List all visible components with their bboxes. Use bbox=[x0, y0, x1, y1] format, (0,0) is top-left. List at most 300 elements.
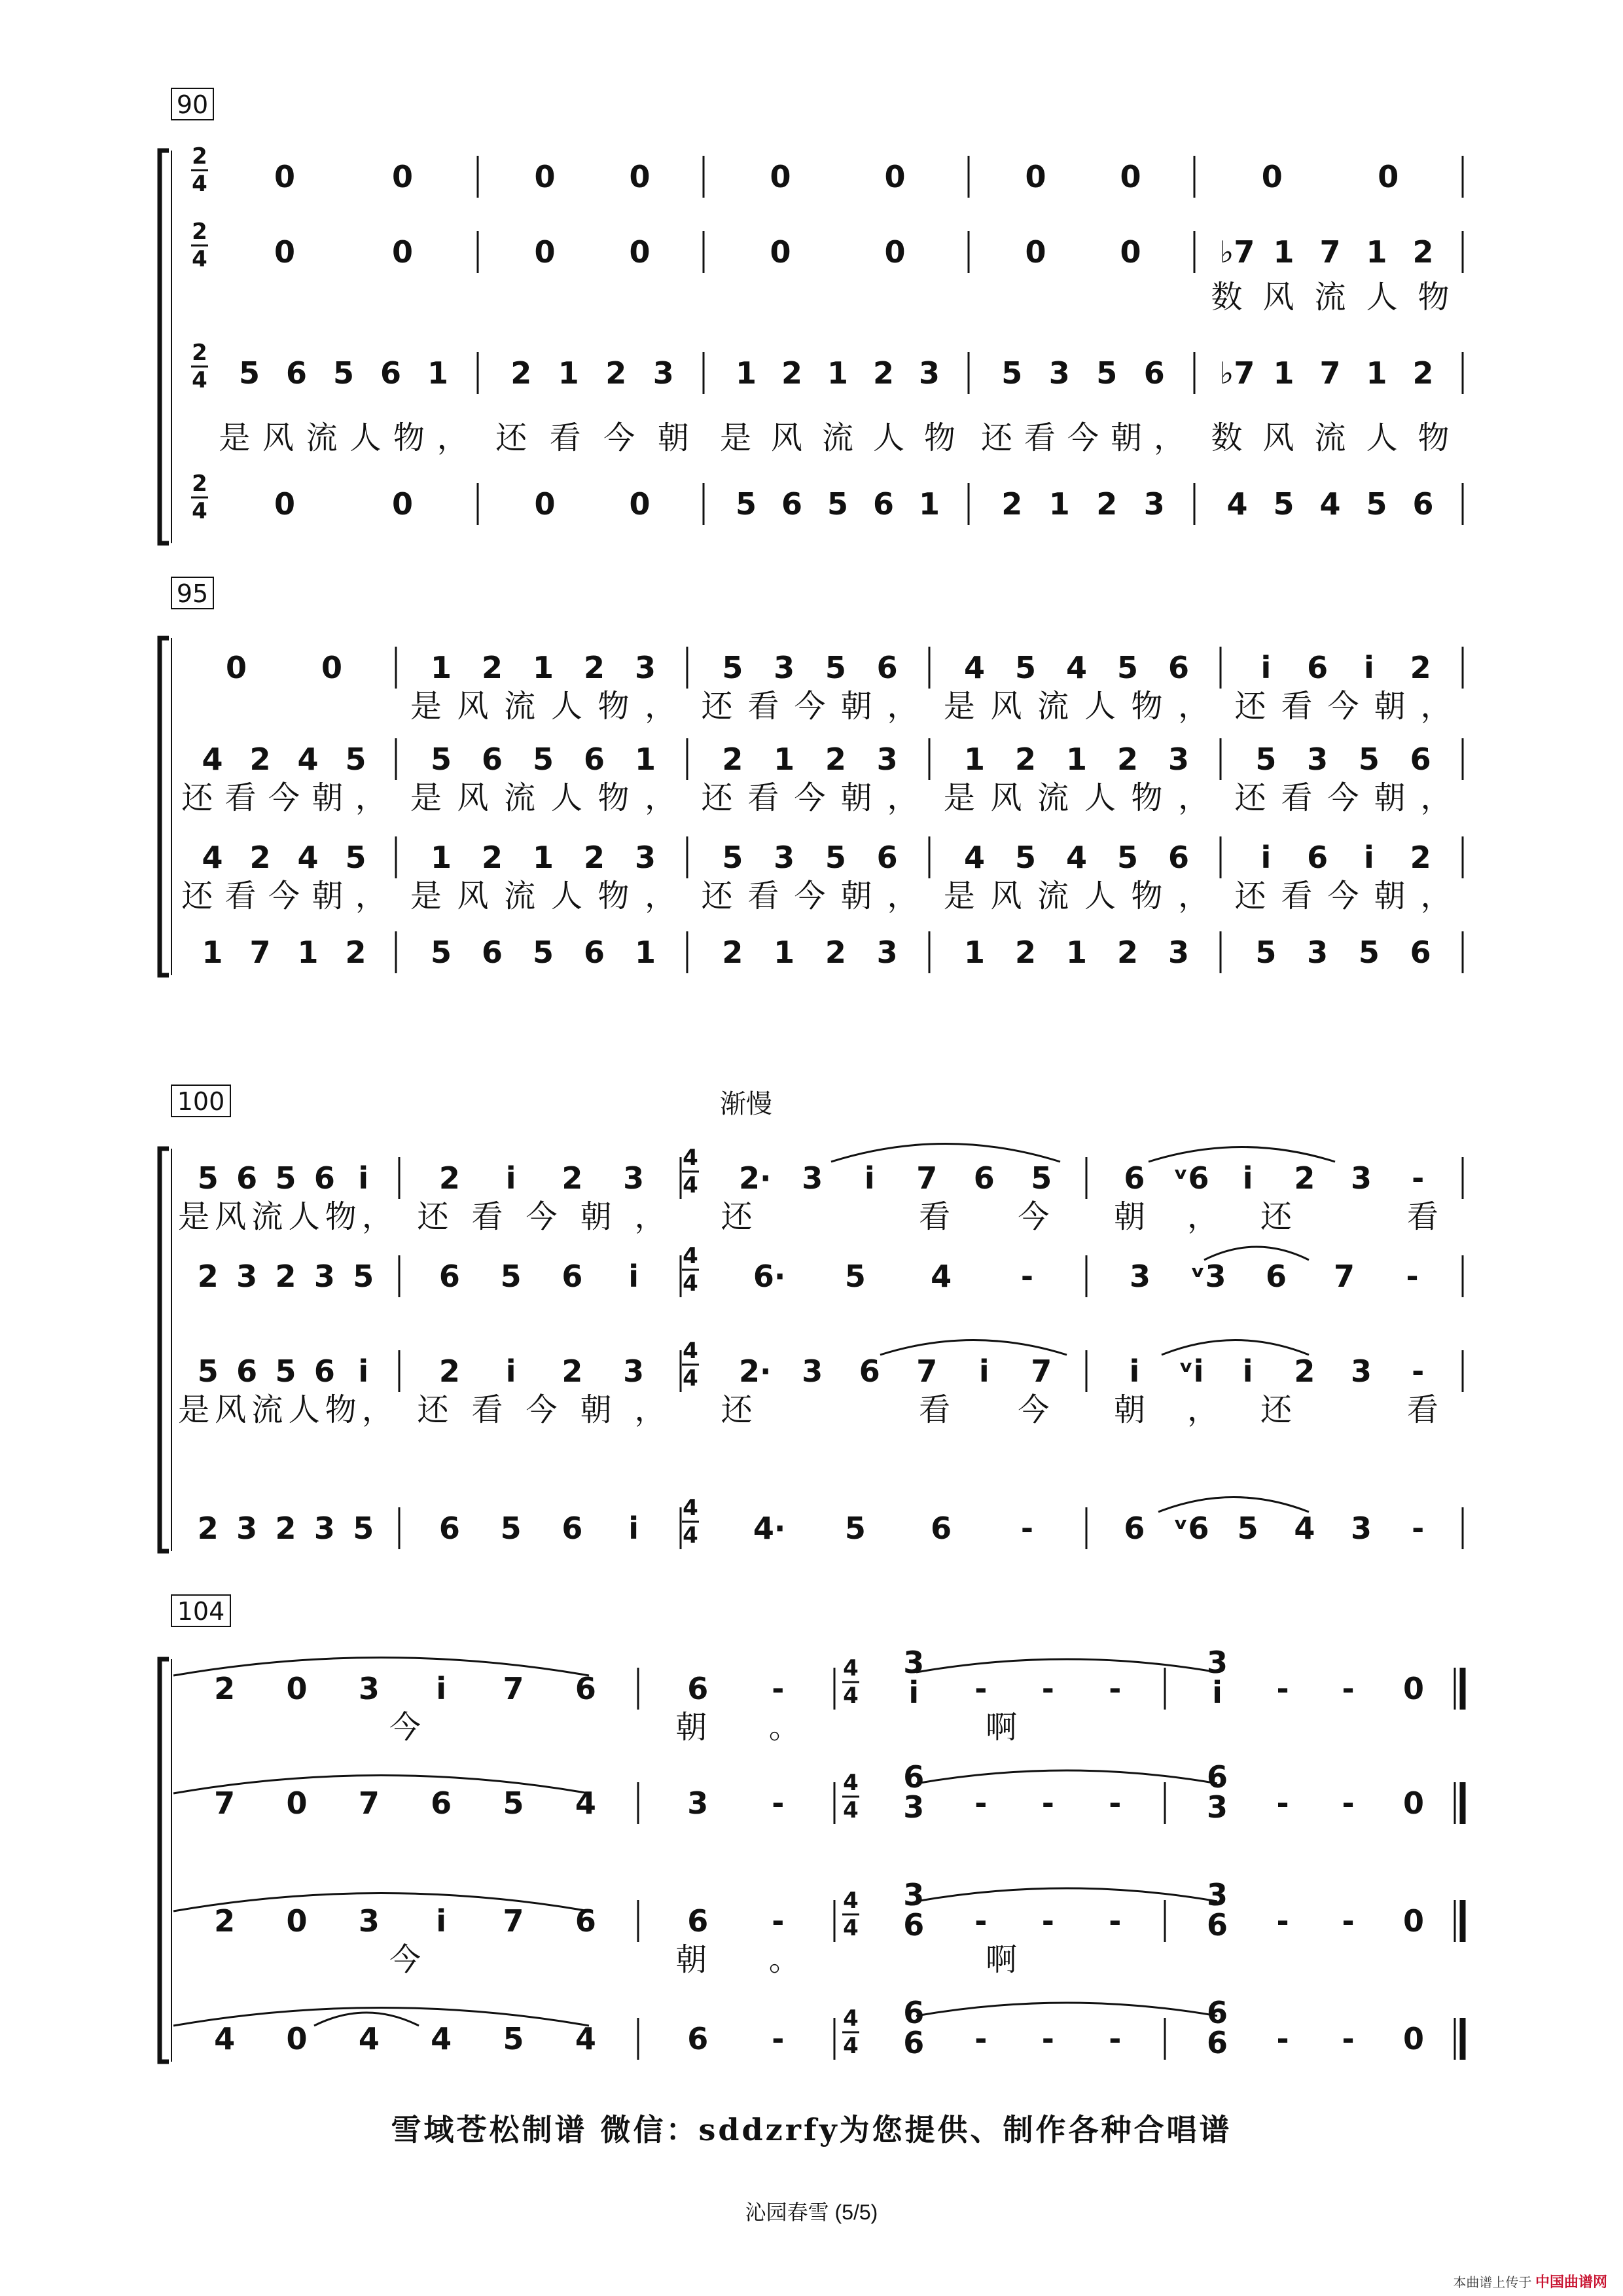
system-90 bbox=[160, 88, 1463, 543]
note: 2· bbox=[739, 1354, 772, 1389]
lyric-line bbox=[410, 780, 676, 816]
lyric-char: ， bbox=[1178, 780, 1210, 816]
lyric-char: 啊 bbox=[985, 1941, 1018, 1978]
note: 5 bbox=[1096, 355, 1118, 391]
slur bbox=[916, 1659, 1217, 1672]
lyric-char: 还 bbox=[181, 878, 213, 914]
note: i bbox=[505, 1354, 516, 1389]
slur bbox=[1149, 1147, 1335, 1162]
note: 6 bbox=[583, 742, 605, 777]
note: 5 bbox=[1014, 840, 1037, 875]
note: 5 bbox=[345, 840, 366, 875]
note: 3 bbox=[358, 1671, 380, 1706]
note: 5 bbox=[532, 742, 554, 777]
lyric-char: 流 bbox=[1037, 878, 1069, 914]
lyric-char: 。 bbox=[768, 1709, 800, 1746]
lyric-char: 今 bbox=[1327, 878, 1359, 914]
lyric-char: 还 bbox=[1234, 780, 1266, 816]
lyric-char: 朝 bbox=[675, 1709, 707, 1746]
note: 3 bbox=[1048, 355, 1070, 391]
note: 4 bbox=[1065, 650, 1088, 685]
note: 4 bbox=[1226, 486, 1248, 522]
note: ᵛ6 bbox=[1173, 1511, 1209, 1546]
lyric-char: 风 bbox=[215, 1198, 247, 1235]
note: 3 bbox=[634, 650, 656, 685]
lyric-char: 风 bbox=[457, 780, 489, 816]
voice-part-3 bbox=[191, 340, 1463, 456]
note: 4 bbox=[931, 1259, 952, 1294]
note: 1 bbox=[918, 486, 940, 522]
lyric-char: 今 bbox=[389, 1941, 421, 1978]
slur bbox=[880, 1340, 1067, 1355]
note: 2 bbox=[1294, 1160, 1315, 1196]
lyric-char: 今 bbox=[268, 780, 300, 816]
sustain-dash: - bbox=[1041, 2021, 1054, 2056]
slur bbox=[1162, 1340, 1309, 1355]
note: 2 bbox=[1001, 486, 1023, 522]
lyric-char: 流 bbox=[251, 1198, 283, 1235]
lyric-line bbox=[178, 1198, 393, 1235]
lyric-line bbox=[944, 688, 1209, 725]
note: i bbox=[505, 1160, 516, 1196]
note: 3 bbox=[774, 840, 795, 875]
note: 0 bbox=[534, 234, 556, 270]
lyric-char: ， bbox=[361, 1391, 393, 1428]
lyric-char: 人 bbox=[550, 688, 582, 725]
note: 2 bbox=[562, 1160, 583, 1196]
note: 5 bbox=[1366, 486, 1387, 522]
note-upper: 6 bbox=[903, 1995, 925, 2030]
lyric-line bbox=[1114, 1391, 1438, 1428]
note: 0 bbox=[1025, 234, 1046, 270]
slur bbox=[173, 1658, 589, 1676]
lyric-char: 物 bbox=[393, 420, 425, 456]
sustain-dash: - bbox=[1020, 1511, 1033, 1546]
note: 2 bbox=[562, 1354, 583, 1389]
lyric-char: 看 bbox=[471, 1391, 503, 1428]
note: 2 bbox=[438, 1160, 460, 1196]
note: 6 bbox=[236, 1160, 258, 1196]
note-lower: 6 bbox=[903, 1907, 925, 1943]
lyric-char: 是 bbox=[943, 688, 975, 725]
time-signature-top: 2 bbox=[192, 219, 207, 245]
note: 1 bbox=[1065, 935, 1088, 970]
sustain-dash: - bbox=[1276, 1671, 1289, 1706]
note: i bbox=[628, 1511, 639, 1546]
lyric-char: 是 bbox=[943, 780, 975, 816]
lyric-char: 物 bbox=[597, 780, 630, 816]
lyric-char: 看 bbox=[1281, 780, 1313, 816]
lyric-char: ， bbox=[887, 688, 919, 725]
note: 3 bbox=[876, 935, 898, 970]
time-signature-top: 4 bbox=[683, 1495, 698, 1521]
lyric-char: 人 bbox=[550, 878, 582, 914]
note: 6 bbox=[687, 2021, 709, 2056]
note: 1 bbox=[430, 650, 452, 685]
note: 1 bbox=[735, 355, 757, 391]
tempo-marking: 渐慢 bbox=[720, 1089, 772, 1119]
note: 6 bbox=[1168, 650, 1190, 685]
lyric-line bbox=[675, 1941, 800, 1978]
note: 7 bbox=[916, 1354, 938, 1389]
lyric-char: 看 bbox=[549, 420, 581, 456]
note: 3 bbox=[236, 1259, 258, 1294]
note-upper: 3 bbox=[903, 1877, 925, 1912]
lyric-char: 物 bbox=[597, 878, 630, 914]
lyric-char: 今 bbox=[1018, 1198, 1050, 1235]
note: 6 bbox=[313, 1160, 335, 1196]
time-signature-top: 4 bbox=[843, 1888, 859, 1914]
note: 0 bbox=[274, 234, 296, 270]
note-upper: 6 bbox=[903, 1759, 925, 1795]
lyric-char: 风 bbox=[990, 878, 1022, 914]
lyric-char: 。 bbox=[768, 1941, 800, 1978]
time-signature-bottom: 4 bbox=[683, 1522, 698, 1549]
note: ᵛ3 bbox=[1190, 1259, 1226, 1294]
note: 2 bbox=[1014, 935, 1037, 970]
note: 6 bbox=[481, 935, 503, 970]
lyric-char: 还 bbox=[417, 1391, 449, 1428]
note-lower: 6 bbox=[1206, 2025, 1228, 2060]
note: 2 bbox=[1410, 840, 1431, 875]
note: i bbox=[436, 1903, 447, 1939]
arranger-credit: 雪域苍松制谱 微信：sddzrfy为您提供、制作各种合唱谱 bbox=[391, 2112, 1232, 2147]
voice-part-3 bbox=[214, 1877, 1463, 1978]
note: 6 bbox=[1410, 935, 1431, 970]
lyric-char: 物 bbox=[1131, 688, 1163, 725]
lyric-char: 朝 bbox=[580, 1391, 612, 1428]
rehearsal-mark bbox=[171, 1595, 230, 1626]
lyric-char: 今 bbox=[794, 878, 826, 914]
lyric-char: 人 bbox=[288, 1391, 320, 1428]
note: 6 bbox=[1410, 742, 1431, 777]
note: 5 bbox=[197, 1160, 219, 1196]
time-signature-top: 4 bbox=[683, 1338, 698, 1364]
lyric-char: ， bbox=[1420, 688, 1452, 725]
lyric-line bbox=[410, 688, 676, 725]
note: 0 bbox=[1402, 1903, 1425, 1939]
lyric-char: 是 bbox=[719, 420, 752, 456]
note: 5 bbox=[1255, 742, 1277, 777]
note: 3 bbox=[774, 650, 795, 685]
note: 5 bbox=[500, 1511, 522, 1546]
note: 0 bbox=[391, 234, 414, 270]
note: 6 bbox=[1124, 1511, 1145, 1546]
note: 0 bbox=[534, 159, 556, 194]
note: i bbox=[1363, 650, 1374, 685]
lyric-char: 看 bbox=[919, 1198, 951, 1235]
time-signature-bottom: 4 bbox=[683, 1270, 698, 1297]
note: 3 bbox=[876, 742, 898, 777]
rehearsal-mark bbox=[171, 1085, 230, 1117]
lyric-line bbox=[721, 1391, 1050, 1428]
voice-part-1 bbox=[214, 1645, 1463, 1746]
lyric-char: 人 bbox=[1366, 420, 1398, 456]
note: 0 bbox=[321, 650, 343, 685]
slur bbox=[173, 2008, 589, 2026]
note: 4 bbox=[358, 2021, 380, 2056]
lyric-line bbox=[1234, 688, 1452, 725]
lyric-char: 今 bbox=[389, 1709, 421, 1746]
note: 7 bbox=[214, 1785, 236, 1821]
note: i bbox=[628, 1259, 639, 1294]
note: 6 bbox=[438, 1259, 460, 1294]
lyric-char: 看 bbox=[747, 878, 779, 914]
note: 6 bbox=[575, 1671, 596, 1706]
note-lower: i bbox=[908, 1675, 919, 1710]
lyric-char: 人 bbox=[872, 420, 905, 456]
lyric-char: 是 bbox=[410, 878, 442, 914]
lyric-char: 看 bbox=[1406, 1391, 1439, 1428]
lyric-char: ， bbox=[887, 780, 919, 816]
note: 7 bbox=[1031, 1354, 1052, 1389]
sustain-dash: - bbox=[1041, 1785, 1054, 1821]
note: 0 bbox=[391, 486, 414, 522]
system-bracket bbox=[160, 1149, 169, 1551]
lyric-char: ， bbox=[1178, 688, 1210, 725]
note: 5 bbox=[500, 1259, 522, 1294]
lyric-char: ， bbox=[1153, 420, 1186, 456]
note: 0 bbox=[286, 1785, 308, 1821]
sustain-dash: - bbox=[772, 2021, 785, 2056]
note: 2 bbox=[605, 355, 627, 391]
lyric-char: 物 bbox=[325, 1391, 357, 1428]
note: 6 bbox=[481, 742, 503, 777]
sustain-dash: - bbox=[1412, 1511, 1425, 1546]
sustain-dash: - bbox=[772, 1903, 785, 1939]
note: 3 bbox=[623, 1354, 645, 1389]
lyric-char: 还 bbox=[721, 1198, 753, 1235]
lyric-char: 朝 bbox=[657, 420, 689, 456]
note: 2 bbox=[214, 1671, 236, 1706]
note: 3 bbox=[1307, 742, 1329, 777]
note: 5 bbox=[430, 742, 452, 777]
system-100 bbox=[160, 1085, 1463, 1551]
note: 5 bbox=[1273, 486, 1294, 522]
lyric-char: 今 bbox=[1327, 780, 1359, 816]
time-signature-top: 4 bbox=[683, 1243, 698, 1269]
note: 6 bbox=[872, 486, 895, 522]
lyric-char: 还 bbox=[1234, 688, 1266, 725]
note: 7 bbox=[249, 935, 271, 970]
time-signature-bottom: 4 bbox=[192, 498, 207, 524]
note: 4 bbox=[575, 2021, 596, 2056]
lyric-char: 物 bbox=[1418, 420, 1450, 456]
lyric-char: 今 bbox=[1067, 420, 1099, 456]
lyric-char: 今 bbox=[794, 688, 826, 725]
time-signature-bottom: 4 bbox=[843, 1797, 859, 1823]
note: 6 bbox=[583, 935, 605, 970]
note: 2· bbox=[739, 1160, 772, 1196]
lyric-char: 是 bbox=[410, 688, 442, 725]
lyric-char: ， bbox=[361, 1198, 393, 1235]
lyric-line bbox=[417, 1198, 666, 1235]
lyric-char: 朝 bbox=[1374, 780, 1406, 816]
note: 3 bbox=[634, 840, 656, 875]
note: 0 bbox=[1402, 1785, 1425, 1821]
time-signature-bottom: 4 bbox=[192, 246, 207, 272]
note: 6 bbox=[562, 1259, 583, 1294]
sustain-dash: - bbox=[1041, 1671, 1054, 1706]
lyric-char: 朝 bbox=[675, 1941, 707, 1978]
sustain-dash: - bbox=[1276, 2021, 1289, 2056]
time-signature-top: 2 bbox=[192, 340, 207, 366]
note: i bbox=[1242, 1354, 1253, 1389]
note: i bbox=[1242, 1160, 1253, 1196]
note-upper: 6 bbox=[1206, 1759, 1228, 1795]
lyric-char: 数 bbox=[1211, 420, 1243, 456]
note: 3 bbox=[358, 1903, 380, 1939]
lyric-char: 还 bbox=[181, 780, 213, 816]
note: i bbox=[864, 1160, 875, 1196]
lyric-char: 看 bbox=[919, 1391, 951, 1428]
note: 5 bbox=[503, 2021, 524, 2056]
lyric-char: 还 bbox=[980, 420, 1013, 456]
note: 6 bbox=[1168, 840, 1190, 875]
lyric-char: 今 bbox=[1327, 688, 1359, 725]
note: 4 bbox=[1065, 840, 1088, 875]
lyric-line bbox=[1211, 420, 1449, 456]
note: i bbox=[978, 1354, 990, 1389]
note: 1 bbox=[1366, 355, 1387, 391]
slur bbox=[173, 1776, 589, 1794]
lyric-char: 啊 bbox=[985, 1709, 1018, 1746]
lyric-char: 是 bbox=[178, 1391, 210, 1428]
system-bracket bbox=[160, 1659, 169, 2062]
lyric-char: 今 bbox=[526, 1391, 558, 1428]
lyric-line bbox=[410, 878, 676, 914]
note: 2 bbox=[825, 742, 846, 777]
lyric-char: ， bbox=[1186, 1391, 1219, 1428]
system-bracket bbox=[160, 638, 169, 975]
note: 7 bbox=[503, 1671, 524, 1706]
note: ♭7 bbox=[1219, 234, 1255, 270]
lyric-line bbox=[178, 1391, 393, 1428]
lyric-char: 朝 bbox=[312, 780, 344, 816]
lyric-char: 人 bbox=[1084, 780, 1116, 816]
lyric-line bbox=[675, 1709, 800, 1746]
lyric-char: 还 bbox=[1260, 1391, 1293, 1428]
note: 0 bbox=[629, 234, 651, 270]
time-signature-top: 4 bbox=[843, 1655, 859, 1681]
sustain-dash: - bbox=[1020, 1259, 1033, 1294]
note: 1 bbox=[827, 355, 849, 391]
note: 6 bbox=[236, 1354, 258, 1389]
time-signature-bottom: 4 bbox=[843, 2033, 859, 2059]
lyric-char: 流 bbox=[1037, 780, 1069, 816]
note: 5 bbox=[345, 742, 366, 777]
lyric-char: 人 bbox=[1084, 688, 1116, 725]
lyric-char: 流 bbox=[821, 420, 854, 456]
note: 4 bbox=[575, 1785, 596, 1821]
note: 0 bbox=[286, 2021, 308, 2056]
sustain-dash: - bbox=[1041, 1903, 1054, 1939]
lyric-char: ， bbox=[1420, 878, 1452, 914]
note: 3 bbox=[687, 1785, 709, 1821]
lyric-line bbox=[721, 1198, 1050, 1235]
lyric-line bbox=[495, 420, 689, 456]
lyric-line bbox=[181, 780, 387, 816]
note: 6 bbox=[1143, 355, 1165, 391]
lyric-char: ， bbox=[1420, 780, 1452, 816]
note: 2 bbox=[275, 1511, 296, 1546]
note: 6 bbox=[313, 1354, 335, 1389]
note: 0 bbox=[1261, 159, 1283, 194]
note: 0 bbox=[1402, 2021, 1425, 2056]
note: 5 bbox=[844, 1259, 866, 1294]
sustain-dash: - bbox=[974, 1785, 988, 1821]
note: 5 bbox=[1237, 1511, 1258, 1546]
lyric-char: 是 bbox=[943, 878, 975, 914]
note: 2 bbox=[781, 355, 803, 391]
note: 4· bbox=[753, 1511, 786, 1546]
note: 0 bbox=[274, 486, 296, 522]
time-signature-top: 4 bbox=[683, 1145, 698, 1171]
voice-part-2 bbox=[181, 738, 1463, 816]
sustain-dash: - bbox=[1109, 1785, 1122, 1821]
note-lower: i bbox=[1212, 1675, 1222, 1710]
sustain-dash: - bbox=[1342, 1671, 1355, 1706]
note: 3 bbox=[623, 1160, 645, 1196]
time-signature-bottom: 4 bbox=[683, 1365, 698, 1391]
time-signature-bottom: 4 bbox=[843, 1915, 859, 1941]
lyric-char: 物 bbox=[597, 688, 630, 725]
note: 3 bbox=[1143, 486, 1165, 522]
note: 3 bbox=[802, 1354, 823, 1389]
note-lower: 6 bbox=[1206, 1907, 1228, 1943]
note: 7 bbox=[1319, 234, 1341, 270]
lyric-line bbox=[219, 420, 468, 456]
note: 6· bbox=[753, 1259, 786, 1294]
note: 2 bbox=[481, 650, 503, 685]
note: 1 bbox=[774, 742, 795, 777]
page-indicator: 沁园春雪 (5/5) bbox=[745, 2200, 878, 2224]
lyric-char: 朝 bbox=[1113, 1198, 1146, 1235]
note: 4 bbox=[963, 650, 986, 685]
lyric-char: ， bbox=[634, 1391, 666, 1428]
lyric-char: 看 bbox=[747, 688, 779, 725]
lyric-char: 是 bbox=[219, 420, 251, 456]
note: 2 bbox=[275, 1259, 296, 1294]
lyric-char: 朝 bbox=[1113, 1391, 1146, 1428]
lyric-char: 看 bbox=[1281, 878, 1313, 914]
lyric-char: ， bbox=[645, 688, 677, 725]
lyric-char: 数 bbox=[1211, 279, 1243, 315]
note-lower: 3 bbox=[903, 1789, 925, 1825]
slur bbox=[916, 1770, 1217, 1784]
note-upper: 6 bbox=[1206, 1995, 1228, 2030]
voice-part-3 bbox=[178, 1338, 1463, 1428]
lyric-line bbox=[986, 1709, 1017, 1746]
note: ᵛ6 bbox=[1173, 1160, 1209, 1196]
note: 1 bbox=[532, 840, 554, 875]
lyric-char: 朝 bbox=[1110, 420, 1143, 456]
note: 3 bbox=[1350, 1160, 1372, 1196]
note-lower: 6 bbox=[903, 2025, 925, 2060]
note: 6 bbox=[1307, 650, 1329, 685]
note: 0 bbox=[274, 159, 296, 194]
note: 5 bbox=[825, 840, 846, 875]
lyric-char: 看 bbox=[471, 1198, 503, 1235]
note: 6 bbox=[876, 840, 898, 875]
lyric-line bbox=[1114, 1198, 1438, 1235]
voice-part-1 bbox=[191, 143, 1463, 198]
note: 5 bbox=[197, 1354, 219, 1389]
lyric-char: 今 bbox=[1018, 1391, 1050, 1428]
rehearsal-mark bbox=[171, 577, 213, 609]
lyric-line bbox=[944, 780, 1209, 816]
note: 2 bbox=[214, 1903, 236, 1939]
